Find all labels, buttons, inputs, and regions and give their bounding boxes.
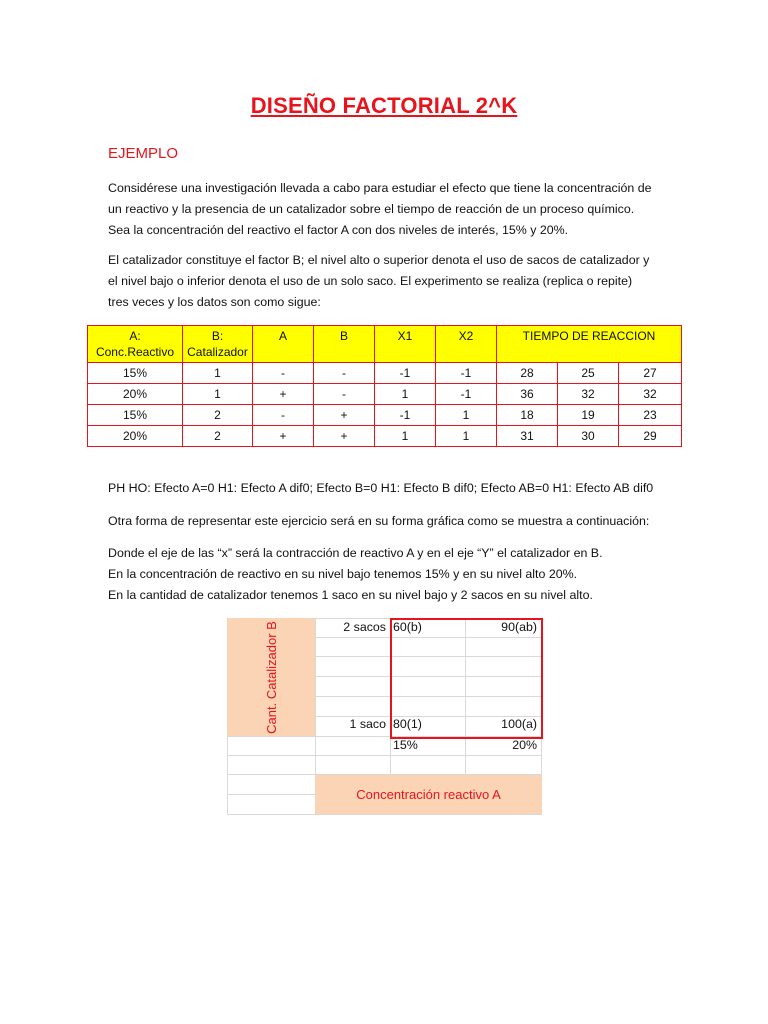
graphic-intro-line: Otra forma de representar este ejercicio será en su forma gráfica como se muestra a continuación: xyxy=(108,514,650,528)
cell-t3: 23 xyxy=(619,405,682,426)
factor-line: El catalizador constituye el factor B; el nivel alto o superior denota el uso de sacos de catalizador y xyxy=(108,253,650,267)
cell-t1: 28 xyxy=(497,363,558,384)
table-row xyxy=(88,363,682,384)
grid-line xyxy=(227,814,542,815)
grid-line xyxy=(227,794,315,795)
corner-bottom-left: 80(1) xyxy=(393,717,422,731)
header-tiempo: TIEMPO DE REACCION xyxy=(497,326,682,363)
intro-line: un reactivo y la presencia de un catalizador sobre el tiempo de reacción de un proceso químico. xyxy=(108,201,635,216)
header-catalizador xyxy=(183,326,253,363)
cell-a: + xyxy=(253,426,314,447)
cell-t1: 18 xyxy=(497,405,558,426)
header-text: Catalizador xyxy=(187,345,248,359)
section-subtitle: EJEMPLO xyxy=(108,145,179,162)
factor-paragraph xyxy=(108,250,660,312)
header-x1: X1 xyxy=(375,326,436,363)
cell-x2: 1 xyxy=(436,405,497,426)
cell-cat: 2 xyxy=(183,426,253,447)
page-title: DISEÑO FACTORIAL 2^K xyxy=(250,93,518,118)
high-level-label: 2 sacos xyxy=(343,620,386,634)
corner-top-left: 60(b) xyxy=(393,620,422,634)
cell-cat: 1 xyxy=(183,384,253,405)
intro-paragraph xyxy=(108,178,660,240)
axis-paragraph xyxy=(108,543,660,605)
axis-line: En la concentración de reactivo en su nivel bajo tenemos 15% y en su nivel alto 20%. xyxy=(108,566,578,581)
header-b: B xyxy=(314,326,375,363)
grid-line xyxy=(315,618,316,774)
grid-line xyxy=(227,736,228,814)
axis-line: Donde el eje de las “x” será la contracción de reactivo A y en el eje “Y” el catalizador en B. xyxy=(108,546,603,560)
y-axis-label xyxy=(227,618,315,736)
cell-a: + xyxy=(253,384,314,405)
cell-t1: 36 xyxy=(497,384,558,405)
graphic-intro-paragraph xyxy=(108,511,660,532)
cell-cat: 1 xyxy=(183,363,253,384)
cell-conc: 15% xyxy=(88,363,183,384)
cell-x2: -1 xyxy=(436,384,497,405)
cell-conc: 20% xyxy=(88,384,183,405)
hypothesis-line: PH HO: Efecto A=0 H1: Efecto A dif0; Efecto B=0 H1: Efecto B dif0; Efecto AB=0 H1: Efecto AB dif0 xyxy=(108,481,654,495)
header-a: A xyxy=(253,326,314,363)
intro-line: Considérese una investigación llevada a cabo para estudiar el efecto que tiene la concentración de xyxy=(108,181,652,195)
cell-b: - xyxy=(314,363,375,384)
cell-t2: 30 xyxy=(558,426,619,447)
cell-t2: 25 xyxy=(558,363,619,384)
low-level-label: 1 saco xyxy=(349,717,386,731)
cell-t3: 27 xyxy=(619,363,682,384)
cell-b: + xyxy=(314,405,375,426)
table-row xyxy=(88,384,682,405)
cell-x1: 1 xyxy=(375,384,436,405)
y-axis-label-text: Cant. Catalizador B xyxy=(263,620,279,734)
cell-a: - xyxy=(253,363,314,384)
header-x2: X2 xyxy=(436,326,497,363)
cell-a: - xyxy=(253,405,314,426)
cell-t3: 29 xyxy=(619,426,682,447)
hypothesis-paragraph xyxy=(108,478,660,499)
cell-cat: 2 xyxy=(183,405,253,426)
corner-top-right: 90(ab) xyxy=(501,620,537,634)
x-high-label: 20% xyxy=(512,738,537,752)
cell-x1: 1 xyxy=(375,426,436,447)
grid-line xyxy=(227,755,542,756)
cell-conc: 20% xyxy=(88,426,183,447)
corner-bottom-right: 100(a) xyxy=(501,717,537,731)
factor-line: el nivel bajo o inferior denota el uso de un solo saco. El experimento se realiza (replica o repite) xyxy=(108,273,633,288)
x-axis-label: Concentración reactivo A xyxy=(356,786,501,802)
cell-t1: 31 xyxy=(497,426,558,447)
table-row xyxy=(88,405,682,426)
header-conc-reactivo xyxy=(88,326,183,363)
cell-x1: -1 xyxy=(375,405,436,426)
cell-x2: 1 xyxy=(436,426,497,447)
intro-line: Sea la concentración del reactivo el factor A con dos niveles de interés, 15% y 20%. xyxy=(108,222,569,237)
x-low-label: 15% xyxy=(393,738,418,752)
header-text: B: xyxy=(211,329,224,343)
cell-b: + xyxy=(314,426,375,447)
cell-b: - xyxy=(314,384,375,405)
table-row xyxy=(88,426,682,447)
cell-t3: 32 xyxy=(619,384,682,405)
cell-conc: 15% xyxy=(88,405,183,426)
table-header-row xyxy=(88,326,682,363)
cell-t2: 32 xyxy=(558,384,619,405)
cell-x1: -1 xyxy=(375,363,436,384)
header-text: Conc.Reactivo xyxy=(95,345,175,359)
data-table xyxy=(87,325,682,447)
header-text: A: xyxy=(129,329,141,343)
axis-line: En la cantidad de catalizador tenemos 1 saco en su nivel bajo y 2 sacos en su nivel alto. xyxy=(108,587,593,602)
factor-line: tres veces y los datos son como sigue: xyxy=(108,294,321,309)
cell-t2: 19 xyxy=(558,405,619,426)
cell-x2: -1 xyxy=(436,363,497,384)
